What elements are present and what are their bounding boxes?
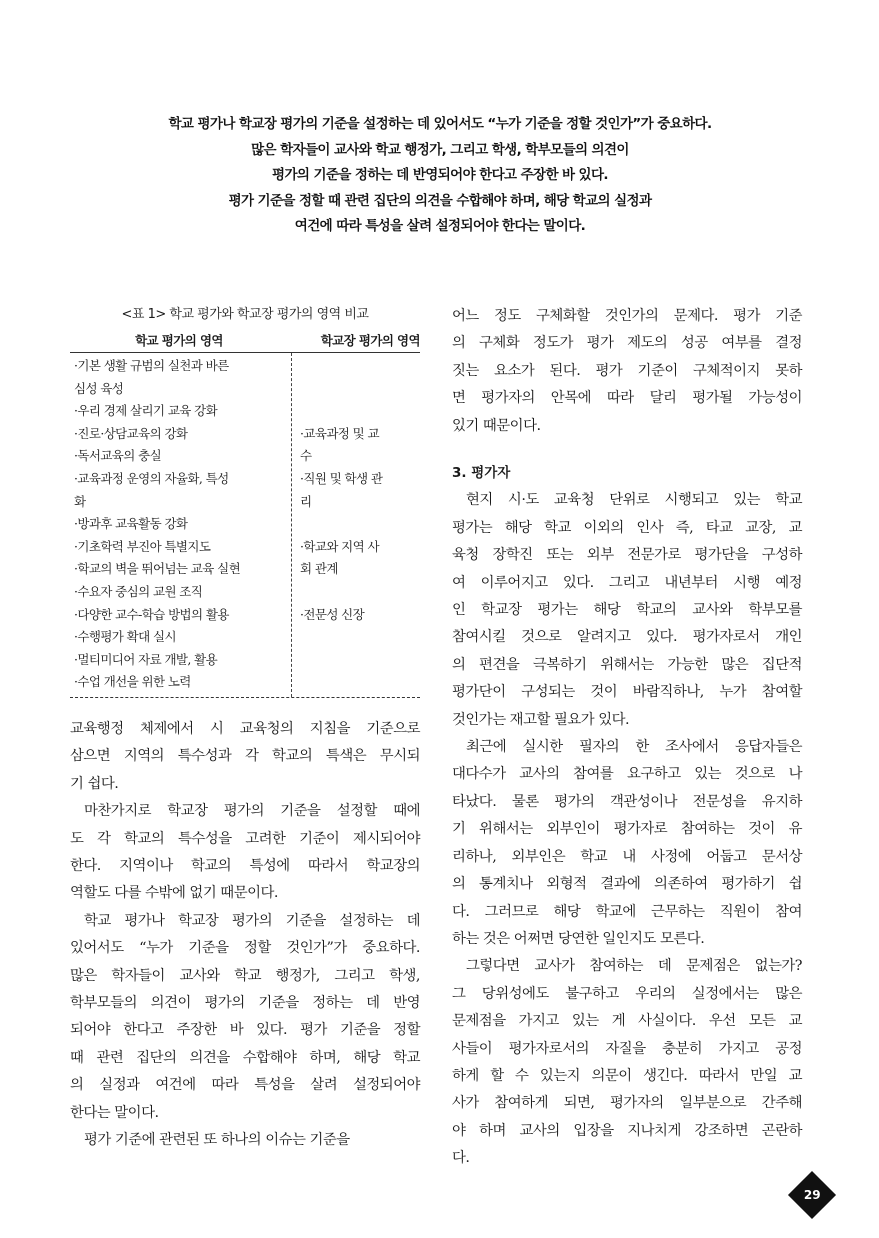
pull-quote-line: 여건에 따라 특성을 살려 설정되어야 한다는 말이다. [294, 218, 586, 234]
table-cell-line: ·다양한 교수-학습 방법의 활용 [74, 606, 229, 622]
pull-quote-line: 많은 학자들이 교사와 학교 행정가, 그리고 학생, 학부모들의 의견이 [251, 141, 629, 158]
text-line: 있기 때문이다. [452, 417, 541, 434]
text-line: 한다. 지역이나 학교의 특성에 따라서 학교장의 [70, 857, 420, 874]
pull-quote-line: 학교 평가나 학교장 평가의 기준을 설정하는 데 있어서도 “누가 기준을 정할 것인가”가 중요하다. [168, 116, 712, 132]
pull-quote-line: 평가의 기준을 정하는 데 반영되어야 한다고 주장한 바 있다. [272, 167, 608, 183]
text-line: 육청 장학진 또는 외부 전문가로 평가단을 구성하 [452, 547, 802, 564]
section-heading: 3. 평가자 [452, 465, 511, 482]
text-line: 그 당위성에도 불구하고 우리의 실정에서는 많은 [452, 985, 802, 1002]
right-intro-text [452, 303, 802, 440]
text-line: 짓는 요소가 된다. 평가 기준이 구체적이지 못하 [452, 362, 802, 379]
text-line: 그렇다면 교사가 참여하는 데 문제점은 없는가? [466, 958, 802, 975]
text-line: 기 위해서는 외부인이 평가자로 참여하는 것이 유 [452, 821, 802, 838]
table-cell-line: ·교육과정 및 교 [300, 425, 379, 441]
text-line: 문제점을 가지고 있는 게 사실이다. 우선 모든 교 [452, 1013, 802, 1030]
paragraph [70, 716, 420, 798]
table-cell-line: ·수행평가 확대 실시 [74, 629, 176, 645]
paragraph [452, 303, 802, 440]
page-number-badge [788, 1171, 836, 1219]
table-header-school: 학교 평가의 영역 [135, 333, 223, 348]
text-line: 하는 것은 어쩌면 당연한 일인지도 모른다. [452, 930, 705, 947]
paragraph [70, 798, 420, 908]
text-line: 많은 학자들이 교사와 학교 행정가, 그리고 학생, [70, 967, 420, 984]
table-caption: <표 1> 학교 평가와 학교장 평가의 영역 비교 [121, 307, 369, 322]
paragraph [452, 953, 802, 1172]
text-line: 참여시킬 것으로 알려지고 있다. 평가자로서 개인 [452, 629, 802, 646]
text-line: 도 각 학교의 특수성을 고려한 기준이 제시되어야 [70, 830, 420, 847]
paragraph [452, 734, 802, 953]
table-body [70, 352, 420, 698]
text-line: 대다수가 교사의 참여를 요구하고 있는 것으로 나 [452, 766, 802, 783]
text-line: 의 구체화 정도가 평가 제도의 성공 여부를 결정 [452, 335, 802, 352]
text-line: 있어서도 “누가 기준을 정할 것인가”가 중요하다. [70, 940, 420, 957]
text-line: 때 관련 집단의 의견을 수합해야 하며, 해당 학교 [70, 1049, 420, 1066]
text-line: 사가 참여하게 되면, 평가자의 일부분으로 간주해 [452, 1095, 802, 1112]
table-cell-line: ·방과후 교육활동 강화 [74, 516, 188, 532]
table-cell-line: ·학교의 벽을 뛰어넘는 교육 실현 [74, 561, 241, 577]
table-col-school [70, 353, 292, 697]
table-cell-line: 심성 육성 [74, 380, 124, 396]
text-line: 면 평가자의 안목에 따라 달리 평가될 가능성이 [452, 390, 802, 407]
text-line: 리하나, 외부인은 학교 내 사정에 어둡고 문서상 [452, 848, 802, 865]
text-line: 다. 그러므로 해당 학교에 근무하는 직원이 참여 [452, 903, 802, 920]
table-cell-line: ·수업 개선을 위한 노력 [74, 674, 191, 690]
page-number: 29 [803, 1187, 821, 1202]
text-line: 의 통계치나 외형적 결과에 의존하여 평가하기 쉽 [452, 876, 802, 893]
table-cell-line: 화 [74, 493, 86, 509]
text-line: 사들이 평가자로서의 자질을 충분히 가지고 공정 [452, 1040, 802, 1057]
table-cell-line: ·기초학력 부진아 특별지도 [74, 538, 211, 554]
text-line: 평가단이 구성되는 것이 바람직하나, 누가 참여할 [452, 684, 802, 701]
table-cell-line: ·진로·상담교육의 강화 [74, 425, 188, 441]
text-line: 삼으면 지역의 특수성과 각 학교의 특색은 무시되 [70, 748, 420, 765]
text-line: 현지 시·도 교육청 단위로 시행되고 있는 학교 [466, 492, 802, 509]
text-line: 다. [452, 1150, 470, 1167]
table-cell-line: 리 [300, 493, 312, 509]
text-line: 최근에 실시한 필자의 한 조사에서 응답자들은 [466, 739, 802, 756]
table-cell-line: ·기본 생활 규범의 실천과 바른 [74, 358, 229, 373]
paragraph [70, 1127, 420, 1154]
right-body-text [452, 487, 802, 1172]
text-line: 의 편견을 극복하기 위해서는 가능한 많은 집단적 [452, 656, 802, 673]
table-cell-line: ·학교와 지역 사 [300, 538, 379, 554]
text-line: 되어야 한다고 주장한 바 있다. 평가 기준을 정할 [70, 1022, 420, 1039]
paragraph [70, 908, 420, 1127]
table-cell-line: ·독서교육의 충실 [74, 448, 162, 464]
table-cell-line: ·우리 경제 살리기 교육 강화 [74, 403, 218, 419]
text-line: 평가 기준에 관련된 또 하나의 이슈는 기준을 [84, 1132, 350, 1148]
text-line: 학교 평가나 학교장 평가의 기준을 설정하는 데 [84, 912, 420, 929]
text-line: 타났다. 물론 평가의 객관성이나 전문성을 유지하 [452, 793, 802, 810]
text-line: 한다는 말이다. [70, 1104, 159, 1121]
pull-quote [100, 112, 780, 240]
right-column [452, 303, 802, 1173]
text-line: 야 하며 교사의 입장을 지나치게 강조하면 곤란하 [452, 1122, 802, 1139]
text-line: 역할도 다를 수밖에 없기 때문이다. [70, 885, 278, 902]
comparison-table [70, 330, 420, 698]
text-line: 교육행정 체제에서 시 교육청의 지침을 기준으로 [70, 720, 420, 737]
text-line: 인 학교장 평가는 해당 학교의 교사와 학부모를 [452, 602, 802, 619]
text-line: 여 이루어지고 있다. 그리고 내년부터 시행 예정 [452, 574, 802, 591]
text-line: 것인가는 재고할 필요가 있다. [452, 711, 630, 728]
text-line: 어느 정도 구체화할 것인가의 문제다. 평가 기준 [452, 308, 802, 324]
pull-quote-line: 평가 기준을 정할 때 관련 집단의 의견을 수합해야 하며, 해당 학교의 실정과 [228, 192, 652, 209]
table-cell-line: 수 [300, 448, 312, 464]
left-body-text [70, 716, 420, 1155]
table-cell-line: ·멀티미디어 자료 개발, 활용 [74, 651, 218, 667]
text-line: 기 쉽다. [70, 775, 119, 792]
table-cell-line: ·수요자 중심의 교원 조직 [74, 583, 203, 599]
paragraph [452, 487, 802, 734]
text-line: 학부모들의 의견이 평가의 기준을 정하는 데 반영 [70, 994, 420, 1011]
table-col-principal [292, 353, 420, 697]
text-line: 의 실정과 여건에 따라 특성을 살려 설정되어야 [70, 1077, 420, 1094]
left-column [70, 303, 420, 1154]
table-cell-line: ·전문성 신장 [300, 606, 365, 622]
table-cell-line: ·직원 및 학생 관 [300, 471, 383, 486]
table-header-row [70, 330, 420, 352]
text-line: 하게 할 수 있는지 의문이 생긴다. 따라서 만일 교 [452, 1067, 802, 1084]
table-cell-line: 회 관계 [300, 561, 338, 577]
text-line: 평가는 해당 학교 이외의 인사 즉, 타교 교장, 교 [452, 519, 802, 536]
text-line: 마찬가지로 학교장 평가의 기준을 설정할 때에 [84, 803, 420, 820]
table-cell-line: ·교육과정 운영의 자율화, 특성 [74, 470, 229, 486]
table-header-principal: 학교장 평가의 영역 [320, 333, 420, 348]
